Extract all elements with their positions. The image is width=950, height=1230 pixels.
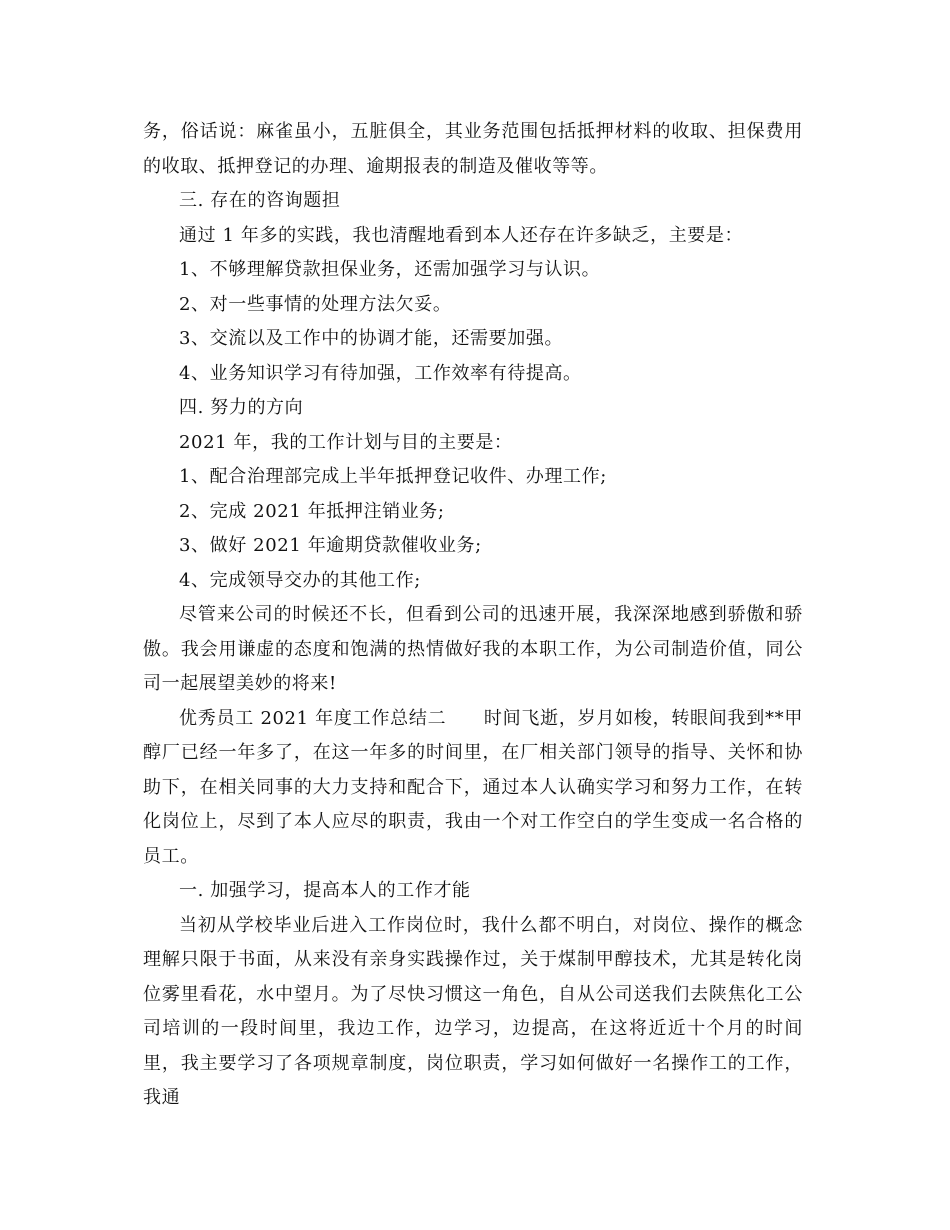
document-body (143, 115, 803, 1116)
list-item-4: 4、业务知识学习有待加强，工作效率有待提高。 (179, 362, 582, 384)
plan-item-1: 1、配合治理部完成上半年抵押登记收件、办理工作; (179, 466, 607, 487)
section-heading-problems: 三. 存在的咨询题担 (179, 190, 341, 211)
paragraph-9: 2021 年，我的工作计划与目的主要是： (179, 431, 513, 453)
plan-item-4: 4、完成领导交办的其他工作; (179, 569, 421, 591)
list-item-3: 3、交流以及工作中的协调才能，还需要加强。 (179, 328, 564, 349)
paragraph-14: 尽管来公司的时候还不长，但看到公司的迅速开展，我深深地感到骄傲和骄傲。我会用谦虚的态度和饱满的热情做好我的本职工作，为公司制造价值，同公司一起展望美妙的将来! (143, 604, 803, 694)
paragraph-17: 当初从学校毕业后进入工作岗位时，我什么都不明白，对岗位、操作的概念理解只限于书面，从来没有亲身实践操作过，关于煤制甲醇技术，尤其是转化岗位雾里看花，水中望月。为了尽快习惯这一角色，自从公司送我们去陕焦化工公司培训的一段时间里，我边工作，边学习，边提高，在这将近近十个月的时间里，我主要学习了各项规章制度，岗位职责，学习如何做好一名操作工的工作，我通 (143, 914, 803, 1108)
paragraph-1: 务，俗话说：麻雀虽小，五脏俱全，其业务范围包括抵押材料的收取、担保费用的收取、抵押登记的办理、逾期报表的制造及催收等等。 (143, 121, 803, 177)
plan-item-2: 2、完成 2021 年抵押注销业务; (179, 500, 445, 522)
paragraph-15: 优秀员工 2021 年度工作总结二 时间飞逝，岁月如梭，转眼间我到**甲醇厂已经一年多了，在这一年多的时间里，在厂相关部门领导的指导、关怀和协助下，在相关同事的大力支持和配合下，通过本人认确实学习和努力工作，在转化岗位上，尽到了本人应尽的职责，我由一个对工作空白的学生变成一名合格的员工。 (143, 707, 803, 867)
plan-item-3: 3、做好 2021 年逾期贷款催收业务; (179, 535, 482, 556)
section-heading-direction: 四. 努力的方向 (179, 397, 304, 418)
list-item-2: 2、对一些事情的处理方法欠妥。 (179, 293, 452, 315)
list-item-1: 1、不够理解贷款担保业务，还需加强学习与认识。 (179, 259, 601, 280)
paragraph-3: 通过 1 年多的实践，我也清醒地看到本人还存在许多缺乏，主要是： (179, 224, 744, 246)
section-heading-study: 一. 加强学习，提高本人的工作才能 (179, 880, 471, 901)
